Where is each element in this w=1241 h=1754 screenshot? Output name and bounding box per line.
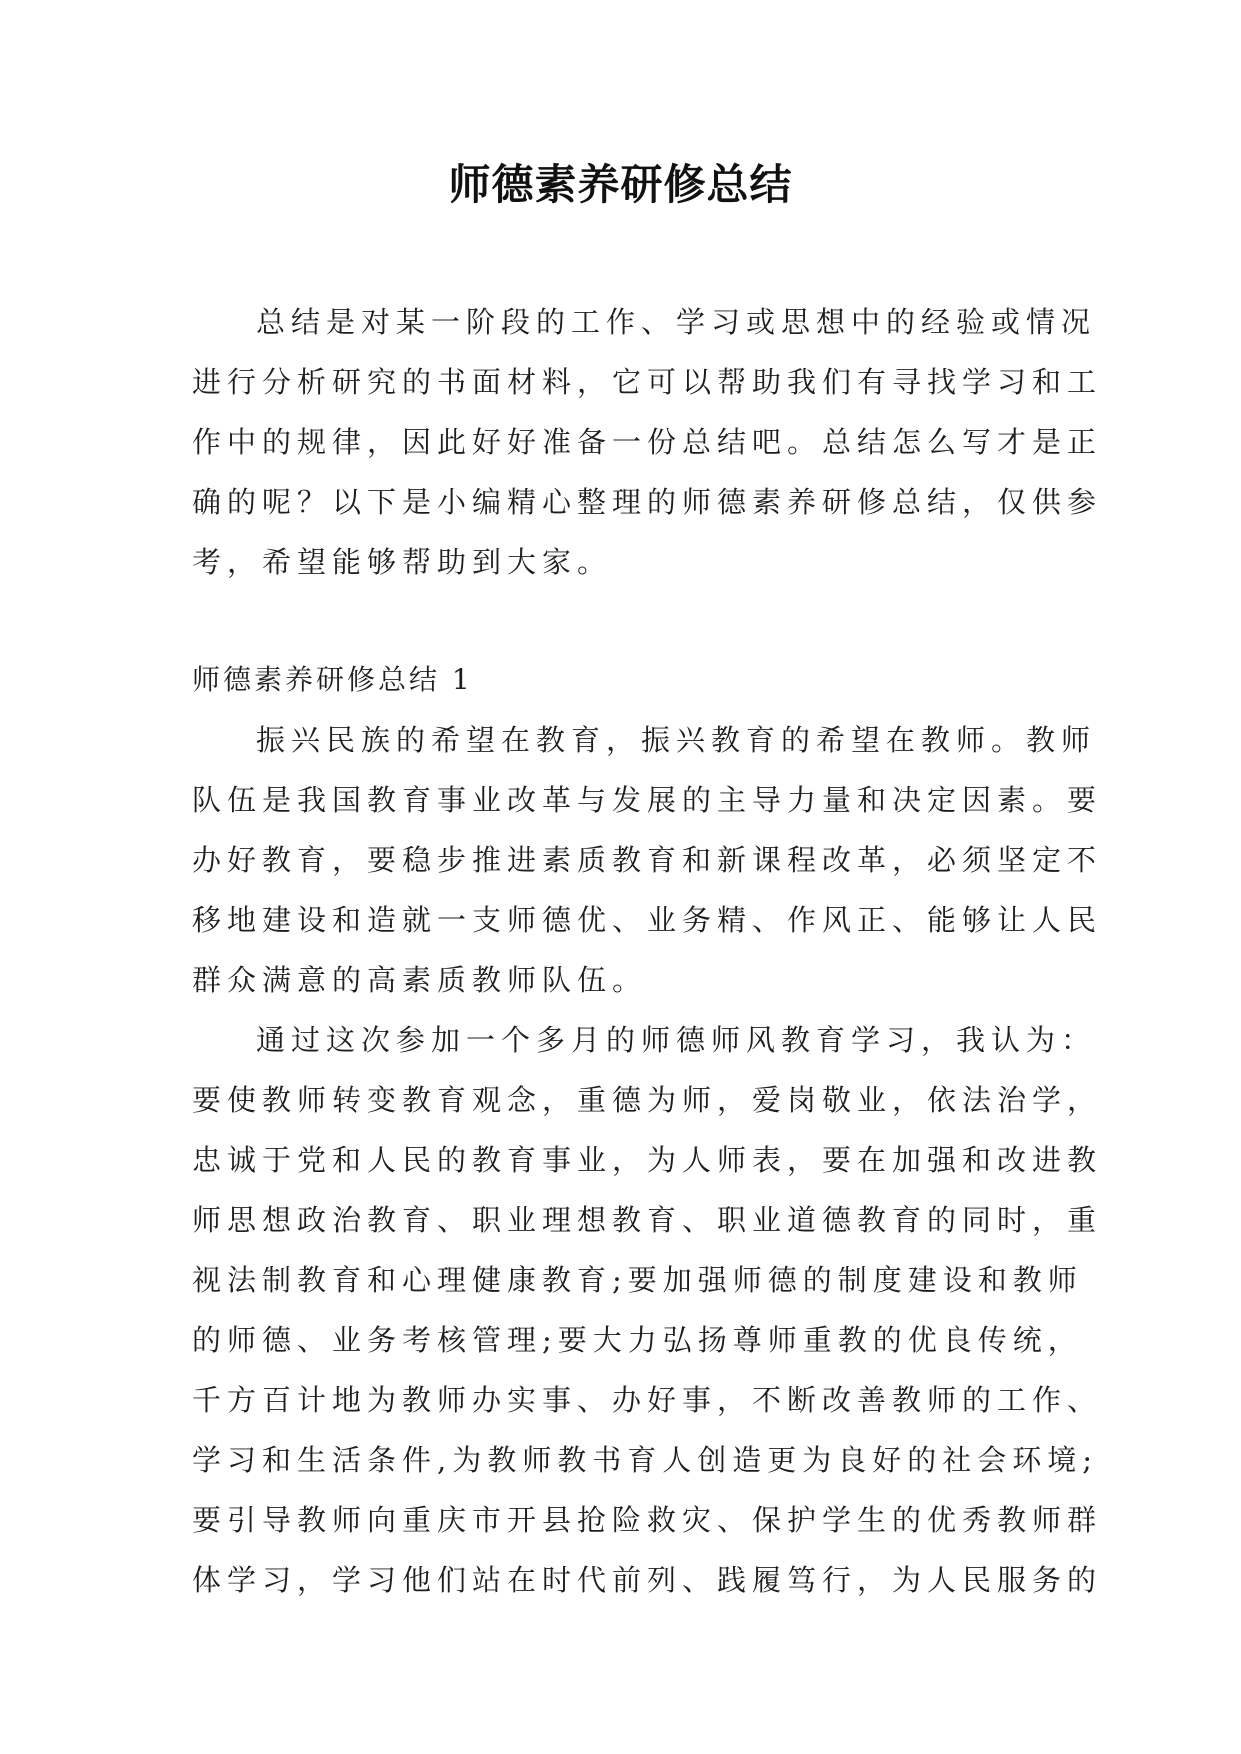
text-line: 要引导教师向重庆市开县抢险救灾、保护学生的优秀教师群 [192, 1503, 1103, 1537]
text-line: 师思想政治教育、职业理想教育、职业道德教育的同时，重 [192, 1203, 1103, 1237]
text-line: 队伍是我国教育事业改革与发展的主导力量和决定因素。要 [192, 783, 1103, 817]
text-line: 振兴民族的希望在教育，振兴教育的希望在教师。教师 [256, 723, 1097, 757]
text-line: 办好教育，要稳步推进素质教育和新课程改革，必须坚定不 [192, 843, 1103, 877]
text-line: 群众满意的高素质教师队伍。 [192, 963, 648, 997]
text-line: 确的呢？以下是小编精心整理的师德素养研修总结，仅供参 [192, 485, 1103, 519]
text-line: 的师德、业务考核管理;要大力弘扬尊师重教的优良传统， [192, 1323, 1083, 1357]
text-line: 千方百计地为教师办实事、办好事，不断改善教师的工作、 [192, 1383, 1103, 1417]
body-paragraph-1 [192, 710, 1103, 1010]
text-line: 学习和生活条件,为教师教书育人创造更为良好的社会环境; [192, 1443, 1098, 1477]
text-line: 视法制教育和心理健康教育;要加强师德的制度建设和教师 [192, 1263, 1083, 1297]
text-line: 移地建设和造就一支师德优、业务精、作风正、能够让人民 [192, 903, 1103, 937]
text-line: 总结是对某一阶段的工作、学习或思想中的经验或情况 [256, 305, 1097, 339]
page-title: 师德素养研修总结 [448, 160, 793, 209]
text-line: 要使教师转变教育观念，重德为师，爱岗敬业，依法治学， [192, 1083, 1103, 1117]
body-paragraph-2 [192, 1010, 1103, 1610]
text-line: 通过这次参加一个多月的师德师风教育学习，我认为： [256, 1023, 1097, 1057]
text-line: 忠诚于党和人民的教育事业，为人师表，要在加强和改进教 [192, 1143, 1103, 1177]
text-line: 考，希望能够帮助到大家。 [192, 545, 613, 579]
text-line: 作中的规律，因此好好准备一份总结吧。总结怎么写才是正 [192, 425, 1103, 459]
text-line: 进行分析研究的书面材料，它可以帮助我们有寻找学习和工 [192, 365, 1103, 399]
intro-paragraph [192, 292, 1103, 592]
document-body [192, 292, 1103, 1610]
text-line: 体学习，学习他们站在时代前列、践履笃行，为人民服务的 [192, 1563, 1103, 1597]
section-heading: 师德素养研修总结 1 [192, 663, 473, 696]
spacer [192, 592, 1052, 650]
